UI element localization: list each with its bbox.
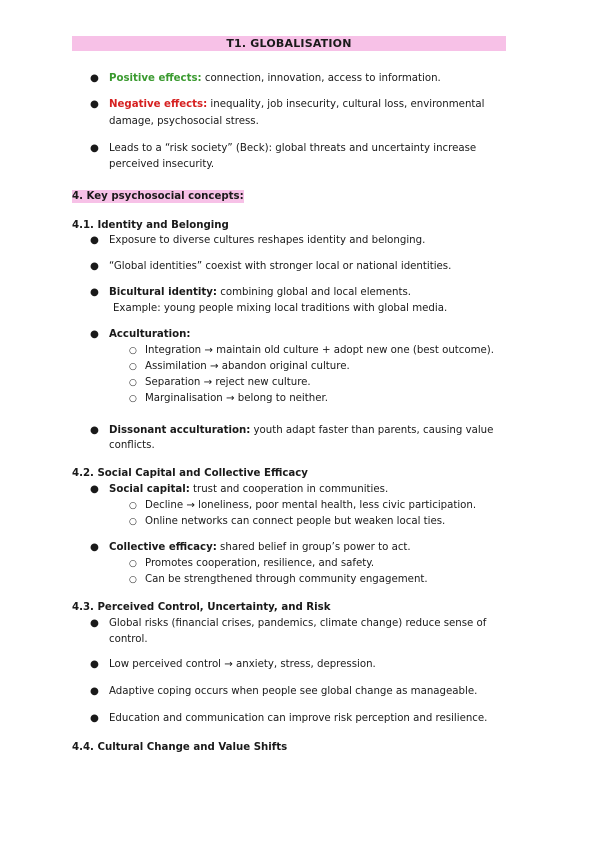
circle-bullet-icon: ○ (129, 362, 137, 372)
page-title: T1. GLOBALISATION (72, 36, 506, 51)
acculturation-item: Separation → reject new culture. (145, 377, 311, 388)
circle-bullet-icon: ○ (129, 394, 137, 404)
subsection-heading-4-2: 4.2. Social Capital and Collective Efficacy (72, 468, 308, 479)
circle-bullet-icon: ○ (129, 501, 137, 511)
acculturation-item: Integration → maintain old culture + adopt new one (best outcome). (145, 345, 495, 356)
bicultural-example: Example: young people mixing local traditions with global media. (113, 303, 448, 314)
collective-efficacy-line (109, 541, 411, 555)
dissonant-acculturation-text: youth adapt faster than parents, causing value (250, 425, 494, 436)
circle-bullet-icon: ○ (129, 378, 137, 388)
subsection-heading-4-3: 4.3. Perceived Control, Uncertainty, and Risk (72, 602, 331, 613)
bullet-icon: ● (90, 713, 99, 724)
circle-bullet-icon: ○ (129, 559, 137, 569)
bullet-icon: ● (90, 261, 99, 272)
negative-effects-line-2: damage, psychosocial stress. (109, 116, 259, 127)
social-capital-item: Decline → loneliness, poor mental health, less civic participation. (145, 500, 477, 511)
positive-effects-line (109, 72, 441, 86)
bullet-icon: ● (90, 659, 99, 670)
bullet-icon: ● (90, 287, 99, 298)
social-capital-label: Social capital: (109, 484, 190, 495)
bullet-icon: ● (90, 143, 99, 154)
bullet-icon: ● (90, 686, 99, 697)
negative-effects-label: Negative effects: (109, 99, 208, 110)
bicultural-identity-label: Bicultural identity: (109, 287, 217, 298)
bicultural-identity-line (109, 286, 411, 300)
dissonant-acculturation-label: Dissonant acculturation: (109, 425, 251, 436)
collective-efficacy-item: Promotes cooperation, resilience, and safety. (145, 558, 375, 569)
acculturation-item: Marginalisation → belong to neither. (145, 393, 328, 404)
list-item: “Global identities” coexist with stronger local or national identities. (109, 261, 452, 272)
social-capital-item: Online networks can connect people but weaken local ties. (145, 516, 446, 527)
circle-bullet-icon: ○ (129, 575, 137, 585)
bullet-icon: ● (90, 425, 99, 436)
bullet-icon: ● (90, 99, 99, 110)
risk-society-line-2: perceived insecurity. (109, 159, 215, 170)
collective-efficacy-text: shared belief in group’s power to act. (216, 542, 411, 553)
list-item-continuation: control. (109, 634, 148, 645)
bullet-icon: ● (90, 618, 99, 629)
negative-effects-text: inequality, job insecurity, cultural loss, environmental (207, 99, 485, 110)
list-item: Adaptive coping occurs when people see global change as manageable. (109, 686, 478, 697)
bullet-icon: ● (90, 484, 99, 495)
subsection-heading-4-4: 4.4. Cultural Change and Value Shifts (72, 742, 288, 753)
list-item: Exposure to diverse cultures reshapes identity and belonging. (109, 235, 426, 246)
section-4-heading: 4. Key psychosocial concepts: (72, 191, 244, 202)
dissonant-acculturation-line-2: conflicts. (109, 440, 155, 451)
risk-society-line: Leads to a “risk society” (Beck): global threats and uncertainty increase (109, 143, 477, 154)
positive-effects-text: connection, innovation, access to information. (201, 73, 441, 84)
list-item: Low perceived control → anxiety, stress, depression. (109, 659, 376, 670)
acculturation-item: Assimilation → abandon original culture. (145, 361, 350, 372)
bicultural-identity-text: combining global and local elements. (217, 287, 411, 298)
collective-efficacy-item: Can be strengthened through community engagement. (145, 574, 428, 585)
bullet-icon: ● (90, 542, 99, 553)
list-item: Education and communication can improve risk perception and resilience. (109, 713, 488, 724)
bullet-icon: ● (90, 235, 99, 246)
dissonant-acculturation-line (109, 424, 493, 438)
bullet-icon: ● (90, 329, 99, 340)
circle-bullet-icon: ○ (129, 517, 137, 527)
section-heading (72, 190, 244, 204)
negative-effects-line (109, 98, 484, 112)
subsection-heading-4-1: 4.1. Identity and Belonging (72, 220, 229, 231)
circle-bullet-icon: ○ (129, 346, 137, 356)
acculturation-label: Acculturation: (109, 329, 191, 340)
collective-efficacy-label: Collective efficacy: (109, 542, 217, 553)
list-item: Global risks (financial crises, pandemics, climate change) reduce sense of (109, 618, 487, 629)
social-capital-text: trust and cooperation in communities. (189, 484, 389, 495)
social-capital-line (109, 483, 388, 497)
bullet-icon: ● (90, 73, 99, 84)
positive-effects-label: Positive effects: (109, 73, 202, 84)
